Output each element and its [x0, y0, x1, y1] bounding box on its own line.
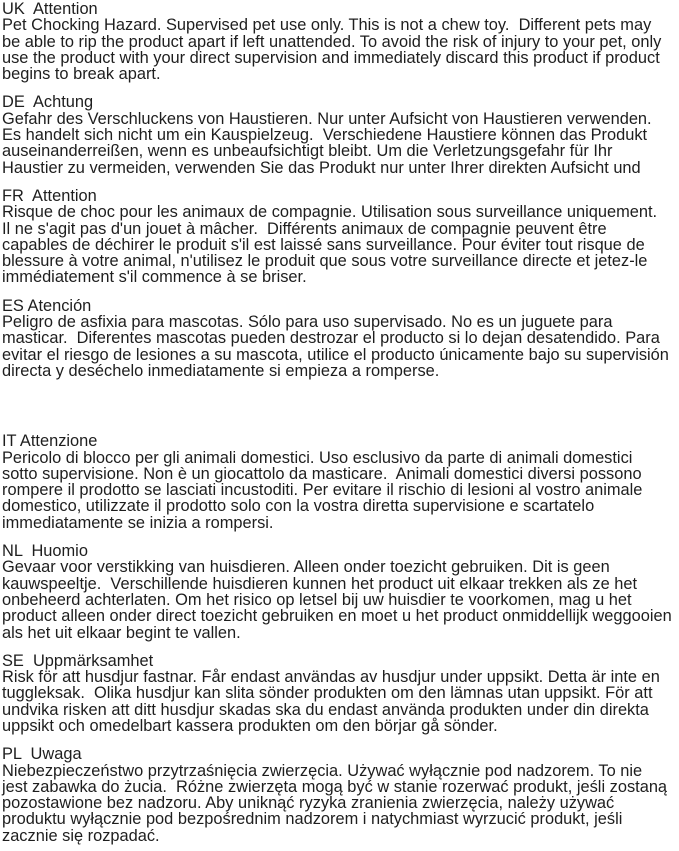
section-heading: UK Attention — [2, 0, 98, 18]
section-body-line: auseinanderreißen, wenn es unbeaufsichtigt bleibt. Um die Verletzungsgefahr für Ihr — [2, 142, 613, 161]
warning-section — [2, 543, 677, 641]
section-body-line: Haustier zu vermeiden, verwenden Sie das Produkt nur unter Ihrer direkten Aufsicht und — [2, 158, 641, 177]
warning-section — [2, 746, 677, 844]
warning-section — [2, 1, 677, 82]
section-body-line: Pericolo di blocco per gli animali domestici. Uso esclusivo da parte di animali domestici — [2, 448, 633, 467]
section-body-line: produktu wyłącznie pod bezpośrednim nadzorem i natychmiast wyrzucić produkt, jeśli — [2, 810, 623, 829]
section-heading: PL Uwaga — [2, 745, 82, 764]
section-body-line: Il ne s'agit pas d'un jouet à mâcher. Différents animaux de compagnie peuvent être — [2, 219, 607, 238]
warning-section — [2, 653, 677, 734]
section-body-line: uppsikt och omedelbart kassera produkten om den börjar gå sönder. — [2, 716, 498, 735]
section-heading: ES Atención — [2, 296, 92, 315]
section-body-line: product alleen onder direct toezicht gebruiken en moet u het product onmiddellijk weggooien — [2, 607, 672, 626]
warning-section — [2, 188, 677, 286]
section-body-line: Peligro de asfixia para mascotas. Sólo para uso supervisado. No es un juguete para — [2, 313, 613, 332]
section-body-line: masticar. Diferentes mascotas pueden destrozar el producto si lo dejan desatendido. Para — [2, 329, 660, 348]
section-body-line: immédiatement s'il commence à se briser. — [2, 268, 307, 287]
warning-sections — [2, 1, 677, 844]
section-body-line: undvika risken att ditt husdjur skadas ska du endast använda produkten under din direkta — [2, 700, 649, 719]
section-body-line: Pet Chocking Hazard. Supervised pet use only. This is not a chew toy. Different pets may — [2, 16, 652, 35]
section-body-line: tuggleksak. Olika husdjur kan slita sönder produkten om den lämnas utan uppsikt. För att — [2, 684, 653, 703]
section-body-line: pozostawione bez nadzoru. Aby uniknąć ryzyka zranienia zwierzęcia, należy używać — [2, 794, 615, 813]
section-heading: DE Achtung — [2, 93, 94, 112]
section-body-line: Niebezpieczeństwo przytrzaśnięcia zwierzęcia. Używać wyłącznie pod nadzorem. To nie — [2, 761, 643, 780]
section-body-line: sotto supervisione. Non è un giocattolo da masticare. Animali domestici diversi possono — [2, 464, 642, 483]
section-body-line: Gefahr des Verschluckens von Haustieren. Nur unter Aufsicht von Haustieren verwenden. — [2, 109, 652, 128]
section-body-line: jest zabawka do żucia. Różne zwierzęta mogą być w stanie rozerwać produkt, jeśli zostaną — [2, 777, 668, 796]
section-body-line: Risk för att husdjur fastnar. Får endast användas av husdjur under uppsikt. Detta är inte en — [2, 668, 660, 687]
section-heading: FR Attention — [2, 186, 97, 205]
section-body-line: Es handelt sich nicht um ein Kauspielzeug. Verschiedene Haustiere können das Produkt — [2, 126, 648, 145]
section-body-line: rompere il prodotto se lasciati incustoditi. Per evitare il rischio di lesioni al vostro animale — [2, 481, 643, 500]
section-heading: IT Attenzione — [2, 432, 98, 451]
section-body-line: Risque de choc pour les animaux de compagnie. Utilisation sous surveillance uniquement. — [2, 203, 658, 222]
warning-section — [2, 433, 677, 531]
warning-section — [2, 94, 677, 175]
section-body-line: immediatamente se inizia a rompersi. — [2, 513, 274, 532]
section-body-line: begins to break apart. — [2, 65, 161, 84]
section-body-line: be able to rip the product apart if left unattended. To avoid the risk of injury to your pet, only — [2, 32, 662, 51]
section-body-line: domestico, utilizzate il prodotto solo con la vostra diretta supervisione e scartatelo — [2, 497, 595, 516]
section-heading: NL Huomio — [2, 542, 88, 561]
section-body-line: blessure à votre animal, n'utilisez le produit que sous votre surveillance directe et jetez-le — [2, 252, 648, 271]
section-body-line: directa y deséchelo inmediatamente si empieza a romperse. — [2, 361, 440, 380]
section-body-line: kauwspeeltje. Verschillende huisdieren kunnen het product uit elkaar trekken als ze het — [2, 574, 638, 593]
section-heading: SE Uppmärksamhet — [2, 651, 154, 670]
section-body-line: evitar el riesgo de lesiones a su mascota, utilice el producto únicamente bajo su supervisión — [2, 345, 669, 364]
section-body-line: zacznie się rozpadać. — [2, 826, 160, 845]
section-body-line: Gevaar voor verstikking van huisdieren. Alleen onder toezicht gebruiken. Dit is geen — [2, 558, 610, 577]
section-body-line: use the product with your direct supervision and immediately discard this product if product — [2, 48, 660, 67]
section-body-line: capables de déchirer le produit s'il est laissé sans surveillance. Pour éviter tout risque de — [2, 235, 645, 254]
section-body-line: als het uit elkaar begint te vallen. — [2, 623, 241, 642]
warning-section — [2, 298, 677, 379]
section-body-line: onbeheerd achterlaten. Om het risico op letsel bij uw huisdier te voorkomen, mag u het — [2, 590, 632, 609]
